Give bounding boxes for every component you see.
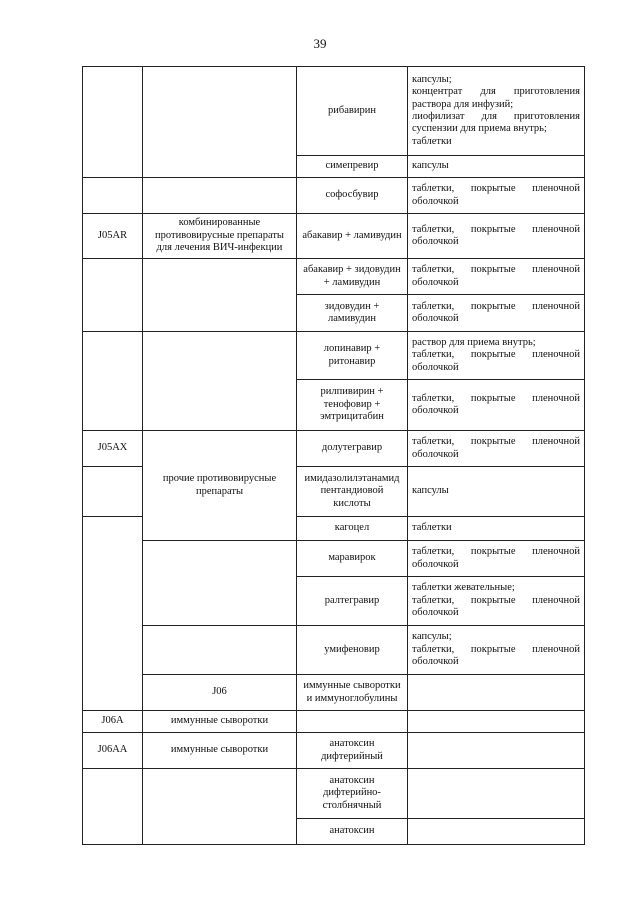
group-cell: иммунные сыворотки и иммуноглобулины (297, 675, 408, 711)
dosage-form-cell (408, 431, 585, 467)
form-line: таблетки, покрытые пленочной (412, 436, 580, 448)
form-line: оболочкой (412, 607, 459, 619)
drug-name-cell: абакавир + зидовудин + ламивудин (297, 259, 408, 295)
atc-code-cell (83, 467, 143, 517)
form-line: таблетки (412, 522, 452, 534)
dosage-form-cell (408, 819, 585, 845)
group-cell (143, 259, 297, 332)
table-row (83, 626, 585, 675)
form-line: оболочкой (412, 405, 459, 416)
form-line: оболочкой (412, 361, 459, 373)
table-row (83, 67, 585, 156)
table-row (83, 769, 585, 819)
form-line: оболочкой (412, 236, 459, 247)
form-line: капсулы; (412, 73, 452, 85)
table-row (83, 431, 585, 467)
atc-code-cell (83, 67, 143, 178)
form-line: концентрат для приготовления (412, 86, 580, 98)
group-cell (143, 541, 297, 626)
dosage-form-cell (408, 517, 585, 541)
form-line: оболочкой (412, 276, 459, 288)
form-line: оболочкой (412, 448, 459, 460)
atc-code-cell: J06A (83, 711, 143, 733)
dosage-form-cell (408, 733, 585, 769)
table-row (83, 332, 585, 380)
table-row (83, 259, 585, 295)
page-number: 39 (313, 36, 327, 51)
drug-name-cell: зидовудин + ламивудин (297, 295, 408, 332)
form-line: таблетки, покрытые пленочной (412, 183, 580, 195)
atc-code-cell (83, 178, 143, 214)
form-line: лиофилизат для приготовления (412, 111, 580, 122)
dosage-form-cell (408, 332, 585, 380)
dosage-form-cell (408, 259, 585, 295)
group-cell: иммунные сыворотки (143, 711, 297, 733)
dosage-form-cell (408, 626, 585, 675)
dosage-form-cell (408, 769, 585, 819)
drug-name-cell: лопинавир + ритонавир (297, 332, 408, 380)
drug-name-cell: долутегравир (297, 431, 408, 467)
form-line: таблетки, покрытые пленочной (412, 300, 580, 312)
form-line: оболочкой (412, 656, 459, 668)
drug-name-cell: абакавир + ламивудин (297, 214, 408, 259)
group-cell: иммунные сыворотки (143, 733, 297, 769)
drug-name-cell: анатоксин (297, 819, 408, 845)
dosage-form-cell (408, 577, 585, 626)
form-line: оболочкой (412, 313, 459, 324)
atc-code-cell (83, 259, 143, 332)
drug-table (82, 66, 585, 845)
table-row (83, 541, 585, 577)
drug-name-cell: ралтегравир (297, 577, 408, 626)
form-line: раствор для приема внутрь; (412, 336, 536, 348)
atc-code-cell (83, 517, 143, 711)
form-line: раствора для инфузий; (412, 98, 514, 110)
dosage-form-cell (408, 541, 585, 577)
drug-name-cell: симепревир (297, 156, 408, 178)
form-line: таблетки, покрытые пленочной (412, 594, 580, 606)
drug-name-cell: анатоксин дифтерийно-столбнячный (297, 769, 408, 819)
group-cell (143, 67, 297, 178)
form-line: таблетки (412, 135, 452, 147)
drug-name-cell: имидазолилэтанамид пентандиовой кислоты (297, 467, 408, 517)
drug-name-cell: рибавирин (297, 67, 408, 156)
form-line: таблетки, покрытые пленочной (412, 264, 580, 276)
drug-name-cell: маравирок (297, 541, 408, 577)
drug-name-cell (408, 675, 585, 711)
table-row (83, 711, 585, 733)
form-line: таблетки, покрытые пленочной (412, 223, 580, 235)
form-line: таблетки, покрытые пленочной (412, 392, 580, 404)
form-line: таблетки, покрытые пленочной (412, 546, 580, 558)
dosage-form-cell (408, 380, 585, 431)
dosage-form-cell (408, 214, 585, 259)
form-line: таблетки, покрытые пленочной (412, 349, 580, 361)
group-cell (143, 626, 297, 675)
group-cell: прочие противовирусные препараты (143, 431, 297, 541)
drug-name-cell: кагоцел (297, 517, 408, 541)
form-line: таблетки, покрытые пленочной (412, 643, 580, 655)
atc-code-cell: J06 (143, 675, 297, 711)
drug-name-cell: рилпивирин + тенофовир + эмтрицитабин (297, 380, 408, 431)
form-line: таблетки жевательные; (412, 582, 515, 594)
dosage-form-cell (408, 178, 585, 214)
table-row (83, 178, 585, 214)
form-line: капсулы (412, 160, 449, 172)
table-row (83, 214, 585, 259)
table-row (83, 733, 585, 769)
form-line: капсулы; (412, 631, 452, 643)
drug-name-cell: анатоксин дифтерийный (297, 733, 408, 769)
drug-name-cell (297, 711, 408, 733)
form-line: суспензии для приема внутрь; (412, 123, 547, 135)
dosage-form-cell (408, 156, 585, 178)
table-row (83, 675, 585, 711)
group-cell: комбинированные противовирусные препараты для лечения ВИЧ-инфекции (143, 214, 297, 259)
atc-code-cell (83, 769, 143, 845)
drug-name-cell: умифеновир (297, 626, 408, 675)
atc-code-cell: J05AR (83, 214, 143, 259)
form-line: оболочкой (412, 558, 459, 570)
dosage-form-cell (408, 67, 585, 156)
form-line: оболочкой (412, 195, 459, 207)
group-cell (143, 332, 297, 431)
drug-name-cell: софосбувир (297, 178, 408, 214)
group-cell (143, 178, 297, 214)
atc-code-cell: J05AX (83, 431, 143, 467)
dosage-form-cell (408, 467, 585, 517)
atc-code-cell (83, 332, 143, 431)
group-cell (143, 769, 297, 845)
atc-code-cell: J06AA (83, 733, 143, 769)
dosage-form-cell (408, 711, 585, 733)
dosage-form-cell (408, 295, 585, 332)
form-line: капсулы (412, 485, 449, 497)
